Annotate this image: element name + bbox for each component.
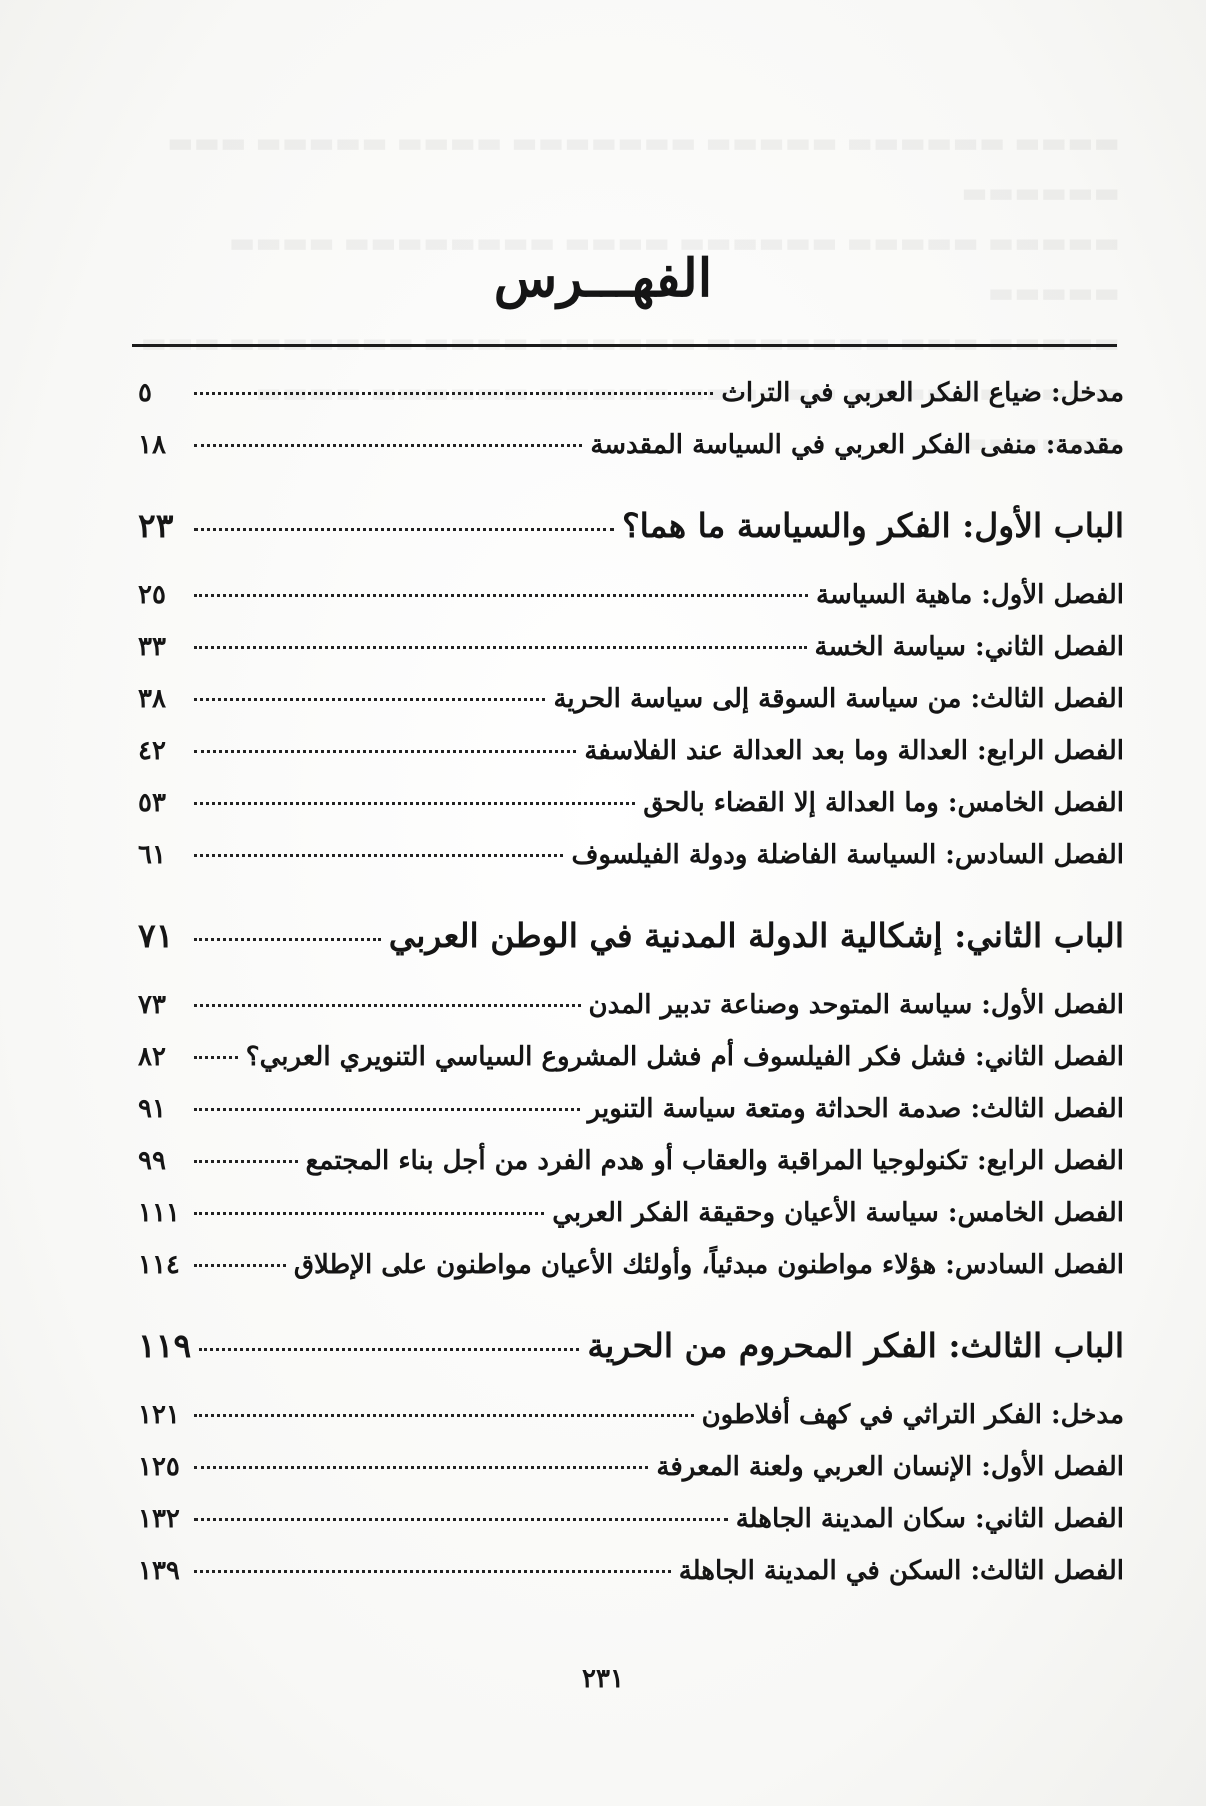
toc-entry-label: الفصل الثالث bbox=[980, 684, 1124, 714]
toc-entry[interactable]: الفصل الخامس : سياسة الأعيان وحقيقة الفكر العربي ١١١ bbox=[138, 1198, 1124, 1228]
toc-part-2[interactable]: الباب الثاني : إشكالية الدولة المدنية في الوطن العربي ٧١ bbox=[138, 916, 1124, 955]
toc-entry-page: ١٨ bbox=[138, 430, 166, 460]
toc-entry-title: سكان المدينة الجاهلة bbox=[735, 1504, 966, 1534]
dot-leader bbox=[194, 528, 614, 531]
toc-entry-page: ٣٣ bbox=[138, 632, 166, 662]
dot-leader bbox=[194, 594, 808, 597]
toc-entry-label: الفصل الثاني bbox=[984, 632, 1124, 662]
toc-entry-preface[interactable]: مقدمة : منفى الفكر العربي في السياسة المقدسة ١٨ bbox=[138, 430, 1124, 460]
toc-entry-title: تكنولوجيا المراقبة والعقاب أو هدم الفرد من أجل بناء المجتمع bbox=[305, 1146, 968, 1176]
toc-entry-title: سياسة الأعيان وحقيقة الفكر العربي bbox=[552, 1198, 939, 1228]
dot-leader bbox=[194, 1264, 286, 1267]
toc-entry[interactable]: الفصل الرابع : تكنولوجيا المراقبة والعقاب أو هدم الفرد من أجل بناء المجتمع ٩٩ bbox=[138, 1146, 1124, 1176]
toc-entry-title: الفكر التراثي في كهف أفلاطون bbox=[701, 1400, 1042, 1430]
toc-part-title: الفكر والسياسة ما هما؟ bbox=[622, 506, 951, 545]
toc-part-1[interactable]: الباب الأول : الفكر والسياسة ما هما؟ ٢٣ bbox=[138, 506, 1124, 545]
toc-entry-label: مدخل bbox=[1060, 1400, 1124, 1430]
toc-entry-label: مقدمة bbox=[1055, 430, 1124, 460]
toc-entry[interactable]: الفصل السادس : السياسة الفاضلة ودولة الفيلسوف ٦١ bbox=[138, 840, 1124, 870]
toc-part-label: الباب الأول bbox=[974, 506, 1124, 545]
toc-entry-page: ١١١ bbox=[138, 1198, 180, 1228]
toc-entry-page: ١٢٥ bbox=[138, 1452, 180, 1482]
dot-leader bbox=[194, 1466, 648, 1469]
toc-entry-title: هؤلاء مواطنون مبدئياً، وأولئك الأعيان مواطنون على الإطلاق bbox=[293, 1250, 937, 1280]
toc-entry[interactable]: الفصل السادس : هؤلاء مواطنون مبدئياً، وأولئك الأعيان مواطنون على الإطلاق ١١٤ bbox=[138, 1250, 1124, 1280]
toc-entry-label: الفصل الأول bbox=[990, 580, 1124, 610]
toc-part-title: الفكر المحروم من الحرية bbox=[587, 1326, 937, 1365]
dot-leader bbox=[194, 698, 545, 701]
dot-leader bbox=[194, 646, 807, 649]
toc-entry-label: الفصل الثالث bbox=[980, 1556, 1124, 1586]
toc-entry-label: الفصل الثالث bbox=[980, 1094, 1124, 1124]
toc-entry[interactable]: الفصل الثالث : صدمة الحداثة ومتعة سياسة التنوير ٩١ bbox=[138, 1094, 1124, 1124]
toc-entry-title: السياسة الفاضلة ودولة الفيلسوف bbox=[571, 840, 937, 870]
toc-entry-label: الفصل الأول bbox=[990, 1452, 1124, 1482]
toc-entry[interactable]: الفصل الأول : سياسة المتوحد وصناعة تدبير المدن ٧٣ bbox=[138, 990, 1124, 1020]
toc-entry-label: مدخل bbox=[1060, 378, 1124, 408]
toc-entry-page: ٦١ bbox=[138, 840, 166, 870]
page-number: ٢٣١ bbox=[582, 1664, 624, 1694]
toc-entry-page: ٥ bbox=[138, 378, 152, 408]
toc-entry-title: سياسة الخسة bbox=[814, 632, 966, 662]
toc-entry-label: الفصل الرابع bbox=[986, 1146, 1124, 1176]
toc-entry-page: ٣٨ bbox=[138, 684, 166, 714]
dot-leader bbox=[199, 1348, 579, 1351]
toc-entry-label: الفصل الثاني bbox=[984, 1042, 1124, 1072]
toc-entry-page: ٨٢ bbox=[138, 1042, 166, 1072]
toc-entry-page: ٩١ bbox=[138, 1094, 166, 1124]
toc-part-3[interactable]: الباب الثالث : الفكر المحروم من الحرية ١١٩ bbox=[138, 1326, 1124, 1365]
toc-part-page: ٧١ bbox=[138, 916, 174, 955]
toc-part-title: إشكالية الدولة المدنية في الوطن العربي bbox=[388, 916, 943, 955]
toc-entry-page: ٩٩ bbox=[138, 1146, 166, 1176]
toc-entry-title: وما العدالة إلا القضاء بالحق bbox=[643, 788, 939, 818]
dot-leader bbox=[194, 1004, 581, 1007]
toc-entry-label: الفصل السادس bbox=[954, 1250, 1124, 1280]
toc-part-label: الباب الثالث bbox=[960, 1326, 1124, 1365]
toc-entry-page: ١١٤ bbox=[138, 1250, 180, 1280]
toc-entry-title: من سياسة السوقة إلى سياسة الحرية bbox=[553, 684, 962, 714]
toc-entry-page: ٧٣ bbox=[138, 990, 166, 1020]
toc-entry[interactable]: الفصل الأول : الإنسان العربي ولعنة المعرفة ١٢٥ bbox=[138, 1452, 1124, 1482]
toc-heading: الفهـــرس bbox=[493, 248, 713, 309]
toc-entry-page: ١٣٢ bbox=[138, 1504, 180, 1534]
toc-entry-title: منفى الفكر العربي في السياسة المقدسة bbox=[590, 430, 1037, 460]
toc-entry[interactable]: مدخل : الفكر التراثي في كهف أفلاطون ١٢١ bbox=[138, 1400, 1124, 1430]
toc-entry-title: العدالة وما بعد العدالة عند الفلاسفة bbox=[584, 736, 968, 766]
toc-entry-intro[interactable]: مدخل : ضياع الفكر العربي في التراث ٥ bbox=[138, 378, 1124, 408]
table-of-contents bbox=[138, 378, 1124, 1608]
toc-entry-label: الفصل الخامس bbox=[957, 1198, 1124, 1228]
toc-part-page: ٢٣ bbox=[138, 506, 174, 545]
dot-leader bbox=[194, 1160, 298, 1163]
toc-entry-title: ماهية السياسة bbox=[816, 580, 973, 610]
toc-entry-page: ٥٣ bbox=[138, 788, 166, 818]
toc-entry-label: الفصل الرابع bbox=[986, 736, 1124, 766]
dot-leader bbox=[194, 1414, 694, 1417]
dot-leader bbox=[194, 1570, 671, 1573]
toc-entry-title: ضياع الفكر العربي في التراث bbox=[721, 378, 1042, 408]
dot-leader bbox=[194, 1518, 728, 1521]
dot-leader bbox=[194, 392, 713, 395]
toc-entry[interactable]: الفصل الثالث : من سياسة السوقة إلى سياسة الحرية ٣٨ bbox=[138, 684, 1124, 714]
dot-leader bbox=[194, 938, 381, 941]
toc-entry[interactable]: الفصل الأول : ماهية السياسة ٢٥ bbox=[138, 580, 1124, 610]
dot-leader bbox=[194, 854, 563, 857]
dot-leader bbox=[194, 750, 576, 753]
toc-entry-title: السكن في المدينة الجاهلة bbox=[678, 1556, 962, 1586]
toc-entry[interactable]: الفصل الرابع : العدالة وما بعد العدالة عند الفلاسفة ٤٢ bbox=[138, 736, 1124, 766]
toc-entry-page: ٢٥ bbox=[138, 580, 166, 610]
toc-entry-label: الفصل السادس bbox=[954, 840, 1124, 870]
toc-part-page: ١١٩ bbox=[138, 1326, 192, 1365]
toc-entry-page: ١٣٩ bbox=[138, 1556, 180, 1586]
toc-entry-title: فشل فكر الفيلسوف أم فشل المشروع السياسي التنويري العربي؟ bbox=[245, 1042, 966, 1072]
dot-leader bbox=[194, 1108, 580, 1111]
toc-entry[interactable]: الفصل الثاني : سياسة الخسة ٣٣ bbox=[138, 632, 1124, 662]
dot-leader bbox=[194, 444, 582, 447]
toc-part-label: الباب الثاني bbox=[966, 916, 1124, 955]
toc-entry-label: الفصل الخامس bbox=[957, 788, 1124, 818]
toc-entry-label: الفصل الأول bbox=[990, 990, 1124, 1020]
toc-entry[interactable]: الفصل الثاني : فشل فكر الفيلسوف أم فشل المشروع السياسي التنويري العربي؟ ٨٢ bbox=[138, 1042, 1124, 1072]
toc-entry-page: ٤٢ bbox=[138, 736, 166, 766]
toc-entry-title: صدمة الحداثة ومتعة سياسة التنوير bbox=[587, 1094, 962, 1124]
toc-entry-page: ١٢١ bbox=[138, 1400, 180, 1430]
toc-entry-title: سياسة المتوحد وصناعة تدبير المدن bbox=[588, 990, 973, 1020]
toc-entry[interactable]: الفصل الثاني : سكان المدينة الجاهلة ١٣٢ bbox=[138, 1504, 1124, 1534]
toc-entry[interactable]: الفصل الثالث : السكن في المدينة الجاهلة ١٣٩ bbox=[138, 1556, 1124, 1586]
toc-entry-label: الفصل الثاني bbox=[984, 1504, 1124, 1534]
toc-entry-title: الإنسان العربي ولعنة المعرفة bbox=[656, 1452, 973, 1482]
heading-rule bbox=[132, 344, 1117, 347]
dot-leader bbox=[194, 1056, 238, 1059]
dot-leader bbox=[194, 1212, 544, 1215]
toc-entry[interactable]: الفصل الخامس : وما العدالة إلا القضاء بالحق ٥٣ bbox=[138, 788, 1124, 818]
dot-leader bbox=[194, 802, 635, 805]
